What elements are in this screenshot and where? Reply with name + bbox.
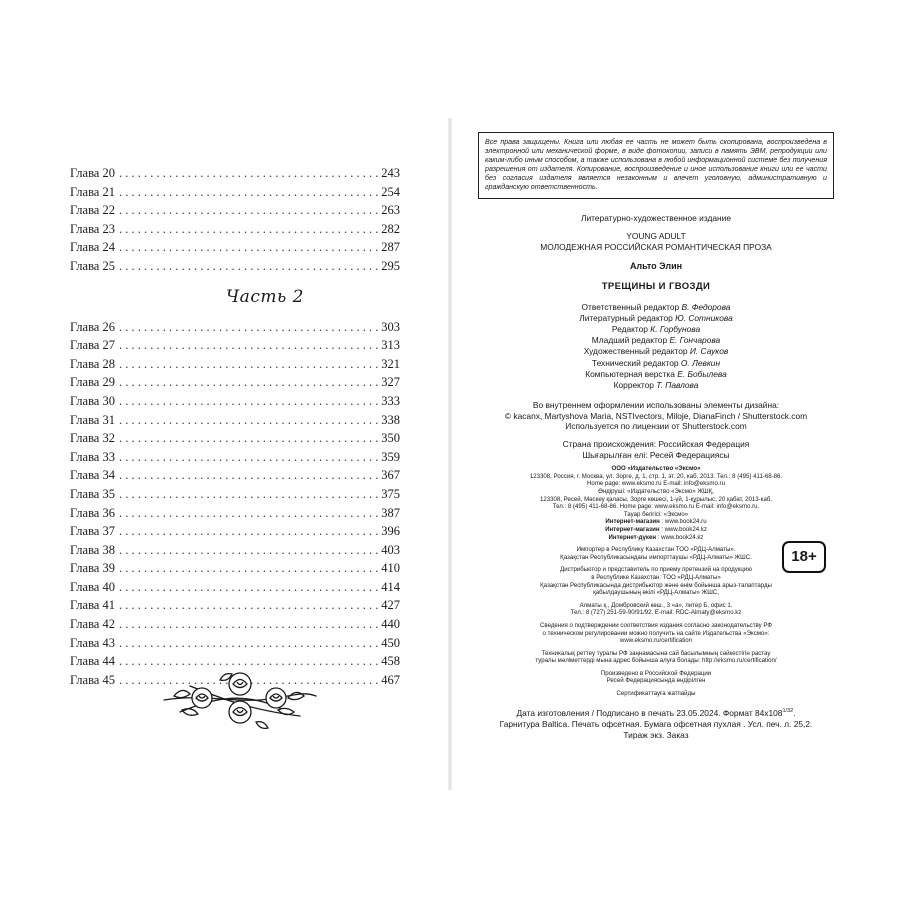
toc-leader-dots (119, 183, 379, 202)
series-line-2: МОЛОДЕЖНАЯ РОССИЙСКАЯ РОМАНТИЧЕСКАЯ ПРОЗА (540, 241, 772, 252)
distributor-line-3: Қазақстан Республикасында дистрибьютор және өнім бойынша арыз-талаптарды (540, 581, 772, 589)
toc-page-number: 254 (381, 184, 400, 199)
toc-leader-dots (119, 336, 379, 355)
toc-leader-dots (119, 220, 379, 239)
toc-row (70, 257, 400, 276)
toc-chapter: Глава 22 (70, 203, 115, 218)
page-gutter (448, 118, 452, 790)
toc-page-number: 359 (381, 449, 400, 464)
kz-address: 123308, Ресей, Мәскеу қаласы, Зорге көшесі, 1-үй, 1-құрылыс, 20 қабат, 2013-каб. (539, 495, 773, 503)
toc-chapter: Глава 40 (70, 579, 115, 594)
country-of-origin (478, 439, 834, 460)
toc-page-number: 287 (381, 240, 400, 255)
toc-row (70, 392, 400, 411)
toc-group-2 (70, 318, 400, 690)
toc-page-number: 450 (381, 635, 400, 650)
shop-1-value: : www.book24.ru (659, 518, 707, 526)
toc-row (70, 373, 400, 392)
cert-line-1: Сведения о подтверждении соответствия издания согласно законодательству РФ (540, 621, 772, 629)
credit-name: О. Левкин (680, 357, 721, 368)
toc-leader-dots (119, 429, 379, 448)
toc-row (70, 541, 400, 560)
kz-cert-line-1: Техникалық реттеу туралы РФ заңнамасына сай басылымның сәйкестігін растау (541, 649, 771, 657)
rights-notice: Все права защищены. Книга или любая ее часть не может быть скопирована, воспроизведена в электронной или механической форме, в виде фотокопии, записи в память ЭВМ, репродукции или каким-либо иным способом, а также использована в любой информационной системе без получения разрешения от издателя. Копирование, воспроизведение и иное использование книги или ее части без согласия издателя является незаконным и влечет уголовную, административную и гражданскую ответственность. (478, 132, 834, 199)
design-credits (478, 400, 834, 431)
shop-3-label: Интернет-дүкен (608, 533, 657, 541)
credit-role: Технический редактор (591, 357, 679, 368)
toc-chapter: Глава 42 (70, 617, 115, 632)
series-line-1: YOUNG ADULT (626, 230, 686, 241)
credit-line (478, 313, 834, 324)
imprint-page (478, 132, 834, 741)
edition-type: Литературно-художественное издание (580, 212, 732, 223)
almaty-line-2: Тел.: 8 (727) 251-59-90/91/92. E-mail: RDC-Almaty@eksmo.kz (570, 609, 742, 617)
kz-web: Тел.: 8 (495) 411-68-86. Home page: www.eksmo.ru E-mail: info@eksmo.ru. (552, 503, 760, 511)
made-in-line-2: Ресей Федерациясында өндірілген (606, 677, 706, 685)
toc-row (70, 220, 400, 239)
toc-chapter: Глава 24 (70, 240, 115, 255)
toc-row (70, 615, 400, 634)
toc-page-number: 338 (381, 412, 400, 427)
toc-leader-dots (119, 596, 379, 615)
toc-chapter: Глава 44 (70, 654, 115, 669)
toc-row (70, 238, 400, 257)
toc-page-number: 375 (381, 486, 400, 501)
toc-chapter: Глава 21 (70, 184, 115, 199)
print-line-1-end: . (793, 707, 796, 718)
credit-line (478, 302, 834, 313)
toc-page-number: 410 (381, 561, 400, 576)
publisher-block (478, 465, 834, 697)
toc-leader-dots (119, 201, 379, 220)
shop-2-value: : www.book24.kz (659, 525, 707, 533)
toc-page-number: 467 (381, 672, 400, 687)
toc-row (70, 411, 400, 430)
toc-leader-dots (119, 466, 379, 485)
shop-line-2 (478, 526, 834, 534)
toc-leader-dots (119, 318, 379, 337)
toc-leader-dots (119, 578, 379, 597)
toc-leader-dots (119, 238, 379, 257)
toc-leader-dots (119, 392, 379, 411)
toc-leader-dots (119, 355, 379, 374)
credit-name: Т. Павлова (656, 379, 699, 390)
toc-page-number: 403 (381, 542, 400, 557)
credit-name: В. Федорова (681, 301, 731, 312)
shop-2-label: Интернет-магазин (605, 525, 660, 533)
toc-group-1 (70, 164, 400, 276)
design-line-1: Во внутреннем оформлении использованы элементы дизайна: (532, 400, 780, 411)
toc-page-number: 313 (381, 338, 400, 353)
toc-row (70, 336, 400, 355)
toc-row (70, 485, 400, 504)
toc-row (70, 504, 400, 523)
toc-chapter: Глава 30 (70, 393, 115, 408)
credit-role: Редактор (611, 323, 648, 334)
made-in-line-1: Произведено в Российской Федерации (600, 669, 712, 677)
part-heading: Часть 2 (226, 286, 304, 307)
shop-line-3 (478, 534, 834, 542)
toc-chapter: Глава 29 (70, 375, 115, 390)
distributor-line-4: қабылдаушының өкілі «РДЦ-Алматы» ЖШС, (593, 589, 719, 597)
credit-line (478, 324, 834, 335)
toc-leader-dots (119, 411, 379, 430)
credits-list (478, 302, 834, 392)
toc-chapter: Глава 20 (70, 166, 115, 180)
kz-cert-short: Сертификаттауға жатпайды (616, 690, 696, 698)
toc-chapter: Глава 25 (70, 258, 115, 273)
credit-role: Ответственный редактор (581, 301, 680, 312)
toc-row (70, 183, 400, 202)
publisher-name: ООО «Издательство «Эксмо» (611, 465, 701, 473)
credit-line (478, 346, 834, 357)
toc-chapter: Глава 23 (70, 221, 115, 236)
print-line-2: Гарнитура Baltica. Печать офсетная. Бумага офсетная пухлая . Усл. печ. л. 25,2. (499, 718, 813, 729)
toc-page-number: 396 (381, 524, 400, 539)
toc-chapter: Глава 35 (70, 486, 115, 501)
toc-leader-dots (119, 257, 379, 276)
book-title: ТРЕЩИНЫ И ГВОЗДИ (601, 280, 711, 292)
credit-role: Младший редактор (591, 335, 668, 346)
credit-line (478, 369, 834, 380)
toc-leader-dots (119, 485, 379, 504)
publisher-address: 123308, Россия, г. Москва, ул. Зорге, д. 1, стр. 1, эт. 20, каб. 2013. Тел.: 8 (495) 411-68-86. (529, 472, 783, 480)
almaty-line-1: Алматы қ., Домбровский көш., 3 «а», литер Б, офис 1. (579, 601, 733, 609)
toc-row (70, 522, 400, 541)
credit-name: Е. Бобылева (677, 368, 727, 379)
print-line-3: Тираж экз. Заказ (623, 729, 689, 740)
importer-line-1: Импортер в Республику Казахстан ТОО «РДЦ-Алматы». (576, 546, 736, 554)
origin-line-1: Страна происхождения: Российская Федерация (562, 439, 750, 450)
cert-line-2: о техническом регулировании можно получить на сайте Издательства «Эксмо»: (542, 629, 770, 637)
shop-3-value: : www.book24.kz (656, 533, 704, 541)
toc-page-number: 367 (381, 468, 400, 483)
credit-line (478, 335, 834, 346)
toc-row (70, 448, 400, 467)
toc-chapter: Глава 38 (70, 542, 115, 557)
distributor-line-1: Дистрибьютор и представитель по приему претензий на продукцию (560, 566, 752, 574)
toc-leader-dots (119, 504, 379, 523)
toc-page-number: 327 (381, 375, 400, 390)
toc-page-number: 333 (381, 393, 400, 408)
toc-chapter: Глава 33 (70, 449, 115, 464)
toc-chapter: Глава 45 (70, 672, 115, 687)
credit-role: Литературный редактор (579, 312, 673, 323)
toc-chapter: Глава 39 (70, 561, 115, 576)
credit-name: К. Горбунова (650, 323, 701, 334)
toc-row (70, 578, 400, 597)
print-info (478, 706, 834, 741)
toc-row (70, 201, 400, 220)
toc-page-number: 243 (381, 166, 400, 180)
toc-page-number: 350 (381, 431, 400, 446)
toc-page-number: 440 (381, 617, 400, 632)
author-name: Альто Элин (629, 260, 683, 271)
toc-page-number: 321 (381, 356, 400, 371)
credit-line (478, 380, 834, 391)
design-line-3: Используется по лицензии от Shutterstock.com (565, 421, 747, 431)
design-line-2: © kacanx, Martyshova Maria, NSTIvectors, Miloje, DianaFinch / Shutterstock.com (504, 410, 808, 421)
kz-maker: Өндіруші: «Издательство «Эксмо» ЖШҚ, (598, 488, 714, 495)
toc-page-number: 458 (381, 654, 400, 669)
toc-leader-dots (119, 164, 379, 183)
toc-chapter: Глава 32 (70, 431, 115, 446)
toc-row (70, 559, 400, 578)
toc-chapter: Глава 36 (70, 505, 115, 520)
credit-name: Ю. Сотникова (675, 312, 733, 323)
toc-chapter: Глава 43 (70, 635, 115, 650)
toc-row (70, 355, 400, 374)
distributor-line-2: в Республике Казахстан: ТОО «РДЦ-Алматы» (591, 573, 721, 581)
toc-chapter: Глава 27 (70, 338, 115, 353)
toc-page-number: 303 (381, 319, 400, 334)
print-line-1-text: Дата изготовления / Подписано в печать 23.05.2024. Формат 84x108 (516, 707, 783, 718)
importer-line-2: Қазақстан Республикасындағы импорттаушы «РДЦ-Алматы» ЖШС. (560, 553, 752, 561)
toc-chapter: Глава 26 (70, 319, 115, 334)
print-line-1 (478, 706, 834, 719)
toc-page-number: 295 (381, 258, 400, 273)
toc-leader-dots (119, 522, 379, 541)
kz-brand: Тауар белгісі: «Эксмо» (623, 510, 689, 518)
age-rating-badge: 18+ (782, 541, 826, 573)
toc-row (70, 466, 400, 485)
origin-line-2: Шығарылған елі: Ресей Федерациясы (582, 449, 730, 460)
toc-page-number: 263 (381, 203, 400, 218)
credit-name: Е. Гончарова (669, 335, 721, 346)
toc-page-number: 414 (381, 579, 400, 594)
print-format-fraction: 1/32 (782, 707, 794, 714)
kz-cert-line-2: туралы мәліметтерді мына адрес бойынша алуға болады: http://eksmo.ru/certification/ (535, 657, 777, 665)
toc-page-number: 282 (381, 221, 400, 236)
shop-1-label: Интернет-магазин (605, 518, 660, 526)
credit-role: Компьютерная верстка (585, 368, 675, 379)
series-info (478, 231, 834, 253)
toc-chapter: Глава 34 (70, 468, 115, 483)
toc-row (70, 318, 400, 337)
cert-line-3: www.eksmo.ru/certification (619, 637, 693, 645)
rose-ornament-icon (160, 650, 320, 740)
toc-row (70, 596, 400, 615)
shop-line-1 (478, 518, 834, 526)
toc-chapter: Глава 28 (70, 356, 115, 371)
toc-row (70, 164, 400, 183)
toc-chapter: Глава 31 (70, 412, 115, 427)
toc-leader-dots (119, 373, 379, 392)
credit-role: Корректор (613, 379, 654, 390)
toc-chapter: Глава 37 (70, 524, 115, 539)
toc-leader-dots (119, 541, 379, 560)
toc-leader-dots (119, 559, 379, 578)
toc-row (70, 429, 400, 448)
publisher-web: Home page: www.eksmo.ru E-mail: info@eksmo.ru (587, 480, 725, 488)
credit-name: И. Сауков (689, 346, 729, 357)
credit-role: Художественный редактор (583, 346, 688, 357)
table-of-contents (70, 164, 400, 689)
toc-chapter: Глава 41 (70, 598, 115, 613)
credit-line (478, 358, 834, 369)
toc-leader-dots (119, 615, 379, 634)
toc-page-number: 427 (381, 598, 400, 613)
toc-leader-dots (119, 448, 379, 467)
toc-page-number: 387 (381, 505, 400, 520)
